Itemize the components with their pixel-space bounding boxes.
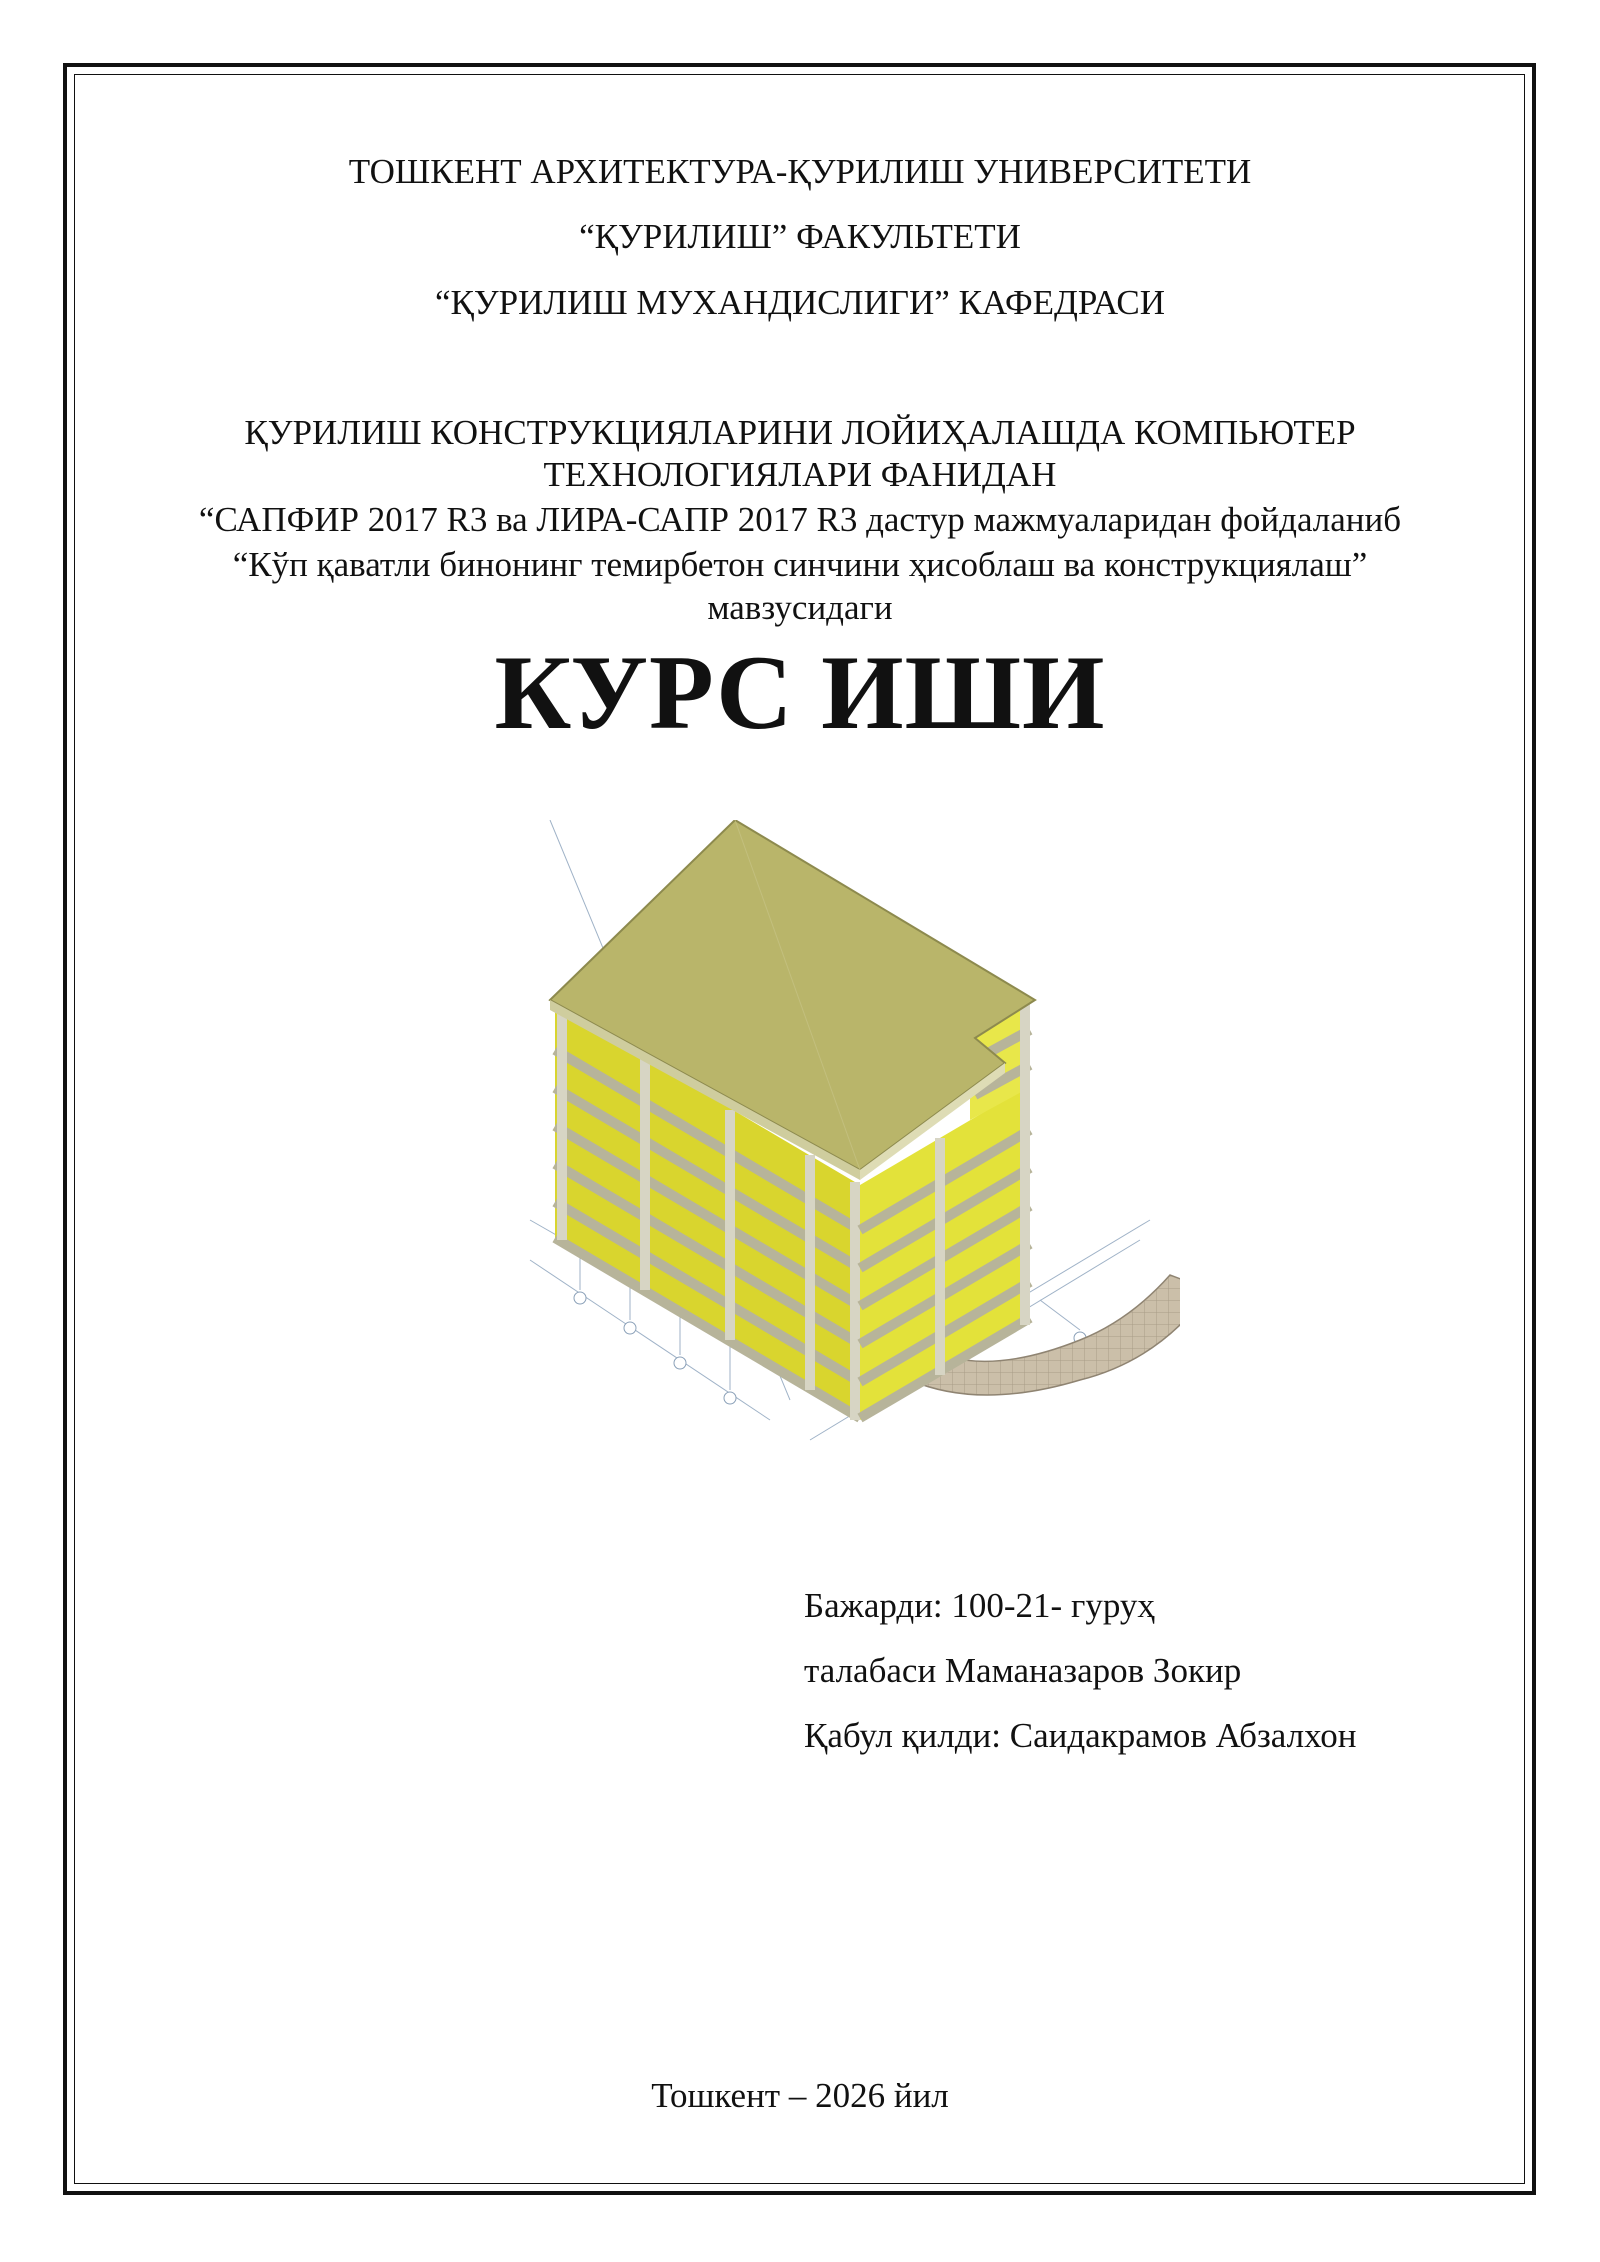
university-name: ТОШКЕНТ АРХИТЕКТУРА-ҚУРИЛИШ УНИВЕРСИТЕТИ xyxy=(348,152,1252,191)
city-year: Тошкент – 2026 йил xyxy=(651,2076,949,2115)
subject-line-5: мавзусидаги xyxy=(707,588,893,627)
subject-line-4: “Кўп қаватли бинонинг темирбетон синчини ҳисоблаш ва конструкциялаш” xyxy=(232,545,1368,584)
subject-line-3: “САПФИР 2017 R3 ва ЛИРА-САПР 2017 R3 дастур мажмуаларидан фойдаланиб xyxy=(198,500,1402,539)
subject-line-1: ҚУРИЛИШ КОНСТРУКЦИЯЛАРИНИ ЛОЙИҲАЛАШДА КОМПЬЮТЕР xyxy=(244,413,1356,452)
performed-by: Бажарди: 100-21- гуруҳ xyxy=(804,1586,1155,1625)
student-name: талабаси Маманазаров Зокир xyxy=(804,1651,1242,1690)
faculty-name: “ҚУРИЛИШ” ФАКУЛЬТЕТИ xyxy=(579,217,1021,256)
subject-line-2: ТЕХНОЛОГИЯЛАРИ ФАНИДАН xyxy=(543,455,1057,494)
accepted-by: Қабул қилди: Саидакрамов Абзалхон xyxy=(804,1716,1357,1755)
document-title: КУРС ИШИ xyxy=(494,634,1106,751)
department-name: “ҚУРИЛИШ МУХАНДИСЛИГИ” КАФЕДРАСИ xyxy=(434,283,1166,322)
building-frame-illustration xyxy=(520,820,1180,1480)
